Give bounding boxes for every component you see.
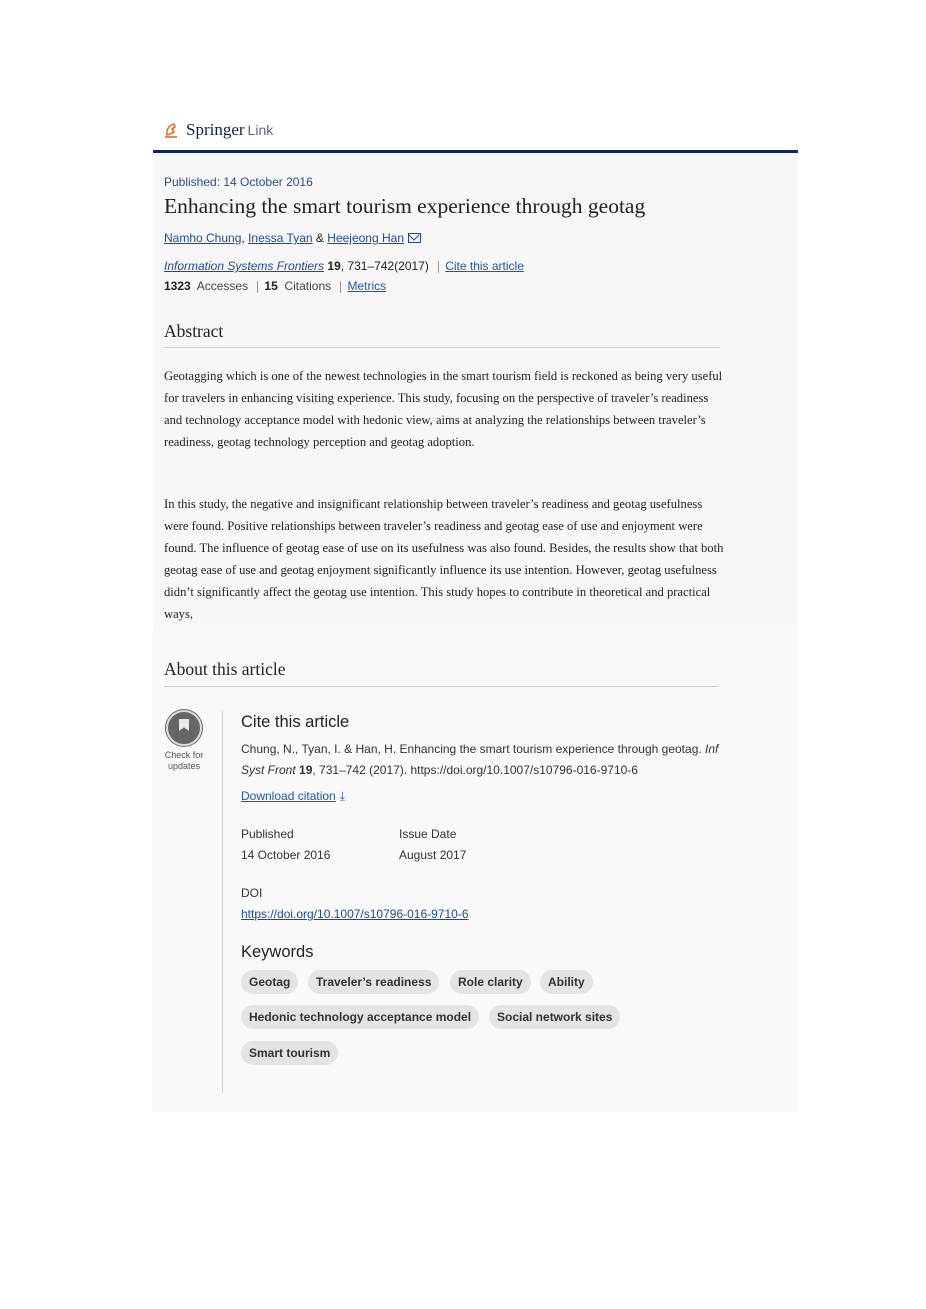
journal-info — [164, 259, 524, 273]
vertical-divider — [222, 710, 223, 1093]
download-icon: ⤓ — [339, 789, 346, 803]
about-heading: About this article — [164, 659, 286, 679]
divider — [438, 261, 439, 273]
article-metrics — [164, 279, 386, 293]
author-list — [164, 231, 421, 245]
divider — [257, 281, 258, 293]
bookmark-icon — [166, 710, 202, 746]
journal-volume: 19 — [327, 259, 341, 273]
keyword-chip[interactable]: Hedonic technology acceptance model — [241, 1005, 479, 1029]
citation-journal: Inf Syst Front — [241, 742, 719, 777]
springer-horse-icon — [163, 121, 180, 139]
keyword-chip[interactable]: Smart tourism — [241, 1041, 338, 1065]
metrics-link[interactable]: Metrics — [347, 279, 387, 293]
author-link[interactable]: Namho Chung — [164, 231, 242, 245]
keyword-chip[interactable]: Ability — [540, 970, 593, 994]
abstract-rule — [164, 347, 720, 348]
about-rule — [164, 686, 718, 687]
citation-authors: Chung, N., Tyan, I. & Han, H. Enhancing the smart tourism experience through geotag. — [241, 742, 702, 756]
issue-date-label: Issue Date — [399, 827, 457, 841]
journal-link[interactable]: Information Systems Frontiers — [164, 259, 325, 273]
issue-date-value: August 2017 — [399, 848, 467, 862]
published-value: 14 October 2016 — [241, 848, 331, 862]
divider — [340, 281, 341, 293]
brand-name: Springer — [186, 120, 245, 139]
abstract-paragraph: In this study, the negative and insignificant relationship between traveler’s readiness and geotag usefulness were found. Positive relationships between traveler’s readiness and geotag ease of use and enjoyment were found. The influence of geotag ease of use on its usefulness was also found. Besides, the results show that both geotag ease of use and geotag enjoyment significantly influence its use intention. However, geotag usefulness didn’t significantly affect the geotag use intention. This study hopes to contribute in theoretical and practical ways, — [164, 497, 724, 621]
journal-pages: , 731–742(2017) — [340, 259, 429, 273]
keyword-chip[interactable]: Role clarity — [450, 970, 531, 994]
doi-value — [241, 907, 469, 921]
citation-text — [241, 739, 741, 781]
keyword-chip[interactable]: Social network sites — [489, 1005, 620, 1029]
citations-count: 15 — [264, 279, 278, 293]
download-citation[interactable] — [241, 789, 345, 804]
abstract-heading: Abstract — [164, 321, 224, 341]
published-date: Published: 14 October 2016 — [164, 175, 313, 189]
citation-rest: , 731–742 (2017). https://doi.org/10.1007/s10796-016-9710-6 — [312, 763, 638, 777]
accesses-count: 1323 — [164, 279, 191, 293]
keyword-chip[interactable]: Traveler’s readiness — [308, 970, 439, 994]
citation-volume: 19 — [299, 763, 313, 777]
citations-label: Citations — [284, 279, 332, 293]
accesses-label: Accesses — [196, 279, 249, 293]
cite-article-link[interactable]: Cite this article — [445, 259, 524, 273]
check-for-updates-badge[interactable] — [163, 710, 205, 772]
keywords-heading: Keywords — [241, 943, 314, 961]
springer-link-logo[interactable] — [163, 118, 273, 142]
badge-label: Check for updates — [164, 750, 204, 771]
doi-label: DOI — [241, 886, 263, 900]
abstract-paragraph: Geotagging which is one of the newest technologies in the smart tourism field is reckoned as being very useful for travelers in enhancing visiting experience. This study, focusing on the perspective of traveler’s readiness and technology acceptance model with hedonic view, aims at analyzing the relationships between traveler’s readiness, geotag technology perception and geotag adoption. — [164, 369, 723, 449]
cite-heading: Cite this article — [241, 713, 350, 731]
author-link[interactable]: Inessa Tyan — [248, 231, 313, 245]
published-label: Published — [241, 827, 294, 841]
author-link[interactable]: Heejeong Han — [327, 231, 405, 245]
keyword-chip[interactable]: Geotag — [241, 970, 298, 994]
doi-link[interactable]: https://doi.org/10.1007/s10796-016-9710-6 — [241, 907, 469, 921]
brand-sub: Link — [247, 122, 274, 138]
about-article-panel — [153, 626, 798, 1112]
download-citation-link[interactable]: Download citation — [241, 789, 336, 803]
email-icon[interactable] — [408, 233, 421, 243]
article-title: Enhancing the smart tourism experience through geotag — [164, 194, 646, 218]
author-separator: & — [315, 231, 324, 245]
author-separator: , — [241, 231, 245, 245]
